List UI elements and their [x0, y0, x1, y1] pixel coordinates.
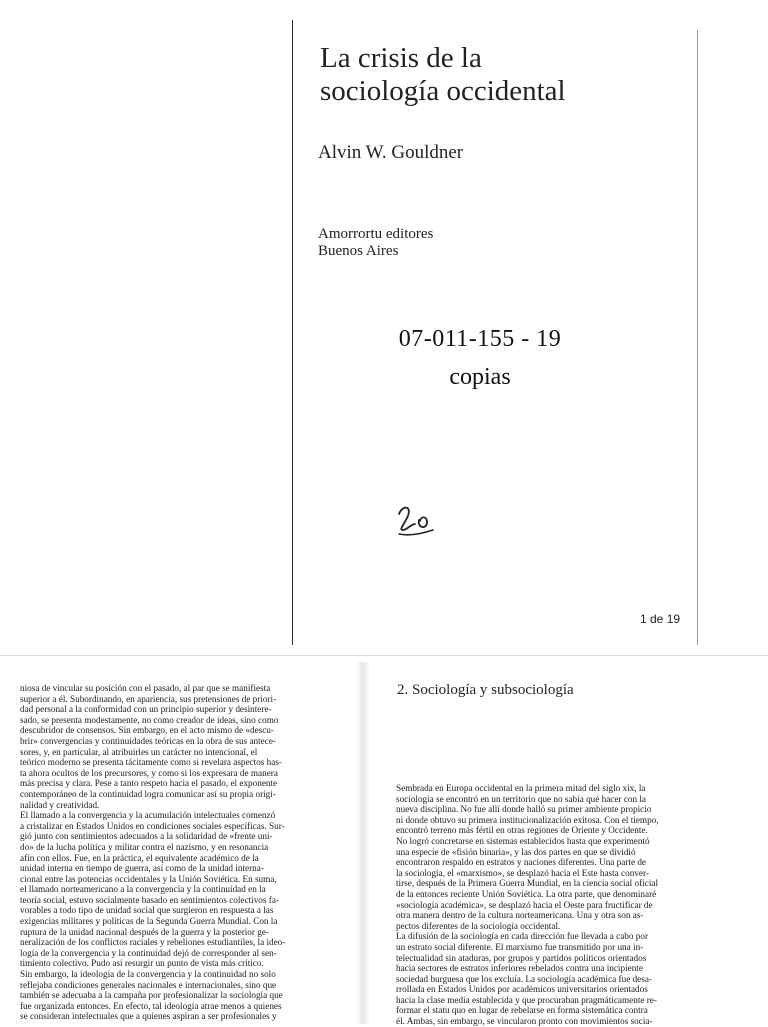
publisher-name: Amorrortu editores	[318, 226, 434, 242]
left-page-text-line: reflejaba condiciones generales nacionales e internacionales, sino que	[20, 979, 277, 990]
book-gutter	[356, 662, 370, 1024]
page-divider	[0, 655, 768, 656]
left-page-text-line: brir» convergencias y continuidades teóricas en la obra de sus antece-	[20, 735, 276, 746]
right-page-text-line: hacia la clase media establecida y que procuraban pragmáticamente re-	[396, 994, 657, 1005]
right-page-text-line: nueva disciplina. No fue allí donde halló su primer ambiente propicio	[396, 804, 652, 815]
page-counter: 1 de 19	[640, 612, 681, 626]
left-page-text-line: El llamado a la convergencia y la acumulación intelectuales comenzó	[20, 810, 276, 821]
left-page-text-line: teórico moderno se presenta tácitamente como si revelara aspectos has-	[20, 757, 282, 768]
left-page-text-line: el llamado norteamericano a la convergencia y la continuidad en la	[20, 884, 266, 895]
right-page-text-line: «sociología académica», se desplazó hacia el Oeste para fructificar de	[396, 899, 653, 910]
right-page-text-line: No logró concretarse en sistemas establecidos hasta que experimentó	[396, 835, 650, 846]
left-page-text-line: se consideran intelectuales que a quienes aspiran a ser profesionales y	[20, 1011, 277, 1022]
left-page-text-line: cional entre las potencias occidentales y la Unión Soviética. En suma,	[20, 873, 277, 884]
right-page-text-line: otra manera dentro de la cultura norteamericana. Una y otra son as-	[396, 910, 644, 921]
left-page-text-line: a cristalizar en Estados Unidos en condiciones sociales específicas. Sur-	[20, 820, 285, 831]
left-page-text-line: sado, se presenta modestamente, no como creador de ideas, sino como	[20, 714, 279, 725]
right-page-text-line: Sembrada en Europa occidental en la primera mitad del siglo xix, la	[396, 783, 646, 793]
left-page-text-line: ta ahora ocultos de los precursores, y como si los expresara de manera	[20, 767, 278, 778]
left-page-text-line: descubridor de consensos. Sin embargo, en el acto mismo de «descu-	[20, 725, 274, 736]
chapter-heading: 2. Sociología y subsociología	[397, 682, 574, 698]
copies-label: copias	[449, 364, 511, 390]
catalog-code: 07-011-155 - 19	[398, 326, 562, 352]
left-page-text-line: dad personal a la conformidad con un principio superior y desintere-	[20, 704, 272, 715]
right-page-text-line: telectualidad sin ataduras, por grupos y partidos políticos orientados	[396, 952, 647, 963]
right-page-text-line: tirse, después de la Primera Guerra Mundial, en la ciencia social oficial	[396, 878, 658, 889]
right-page-text-line: sociedad burguesa que los excluía. La sociología académica fue desa-	[396, 973, 652, 984]
left-page-text-line: timiento colectivo. Pudo así resurgir un punto de vista más crítico.	[20, 958, 264, 969]
left-page-text-line: unidad interna en tiempo de guerra, así como de la unidad interna-	[20, 863, 264, 874]
left-page-text-line: do» de la lucha política y militar contra el nazismo, y en resonancia	[20, 841, 269, 852]
cover-left-rule	[292, 20, 293, 645]
right-page-text-line: una especie de «fisión binaria», y las dos partes en que se dividió	[396, 846, 636, 857]
right-page-text-line: sociología se encontró en un territorio que no sabía qué hacer con la	[396, 793, 647, 804]
left-page-text-line: neralización de los conflictos raciales y rebeliones estudiantiles, la ideo-	[20, 937, 286, 948]
left-page-text-line: ruptura de la unidad nacional después de la guerra y la posterior ge-	[20, 926, 269, 937]
book-title	[320, 42, 566, 108]
left-page-text-line: nalidad y creatividad.	[20, 799, 100, 810]
right-page-text-line: la sociología, el «marxismo», se desplazó hacia el Este hasta conver-	[396, 867, 649, 878]
publisher-city: Buenos Aires	[318, 243, 399, 259]
left-page-text-line: afín con ellos. Fue, en la práctica, el equivalente académico de la	[20, 852, 259, 863]
publisher-block	[318, 226, 433, 260]
right-page-text-line: de la entonces reciente Unión Soviética. La otra parte, que denominaré	[396, 888, 657, 899]
left-page-text-line: vorables a todo tipo de unidad social que surgieron en respuesta a las	[20, 905, 274, 916]
right-page-text-line: La difusión de la sociología en cada dirección fue llevada a cabo por	[396, 931, 649, 942]
book-author: Alvin W. Gouldner	[318, 142, 464, 163]
right-page-text-line: un estrato social diferente. El marxismo fue transmitido por una in-	[396, 941, 644, 952]
right-page-text-line: rrollada en Estados Unidos por académicos universitarios orientados	[396, 984, 648, 995]
book-title-line-1: La crisis de la	[320, 42, 482, 74]
right-page-text-line: ni donde obtuvo su primera institucionalización exitosa. Con el tiempo,	[396, 814, 659, 825]
left-page-text-line: más precisa y clara. Pese a tanto respeto hacia el pasado, el exponente	[20, 778, 278, 789]
right-page-text-line: formar el statu quo en lugar de rebelarse en forma sistemática contra	[396, 1005, 648, 1016]
handwritten-mark	[393, 500, 437, 540]
left-page-text-line: fue organizada entonces. En efecto, tal ideología atrae menos a quienes	[20, 1000, 282, 1011]
right-page-text	[396, 783, 706, 1027]
right-page-text-line: encontraron respaldo en estratos y naciones diferentes. Una parte de	[396, 857, 647, 868]
left-page-text-line: superior a él. Subordinando, en apariencia, sus pretensiones de priori-	[20, 693, 277, 704]
right-page-text-line: él. Ambas, sin embargo, se vincularon pronto con movimientos socia-	[396, 1016, 653, 1027]
left-page-text-line: logía de la convergencia y la continuidad dejó de corresponder al sen-	[20, 947, 277, 958]
right-page-text-line: pectos diferentes de la sociología occidental.	[396, 920, 561, 931]
left-page-text-line: niosa de vincular su posición con el pasado, al par que se manifiesta	[20, 683, 271, 693]
right-page-text-line: encontró terreno más fértil en otras regiones de Oriente y Occidente.	[396, 825, 648, 836]
cover-right-rule	[697, 30, 698, 645]
left-page-text	[20, 683, 336, 1022]
left-page-text-line: también se adecuaba a la campaña por profesionalizar la sociología que	[20, 990, 283, 1001]
right-page-text-line: hacia sectores de estratos inferiores rebelados contra una incipiente	[396, 963, 643, 974]
book-title-line-2: sociología occidental	[320, 75, 566, 107]
left-page-text-line: Sin embargo, la ideología de la convergencia y la continuidad no solo	[20, 969, 276, 980]
left-page-text-line: teoría social, estuvo socialmente basado en sentimientos colectivos fa-	[20, 894, 279, 905]
left-page-text-line: gió junto con sentimientos adecuados a la solidaridad de «frente uni-	[20, 831, 273, 842]
left-page-text-line: sores, y, en particular, al atribuirles un carácter no intencional, el	[20, 746, 258, 757]
left-page-text-line: exigencias militares y políticas de la Segunda Guerra Mundial. Con la	[20, 916, 278, 927]
left-page-text-line: contemporáneo de la continuidad logra comunicar así su propia origi-	[20, 788, 276, 799]
